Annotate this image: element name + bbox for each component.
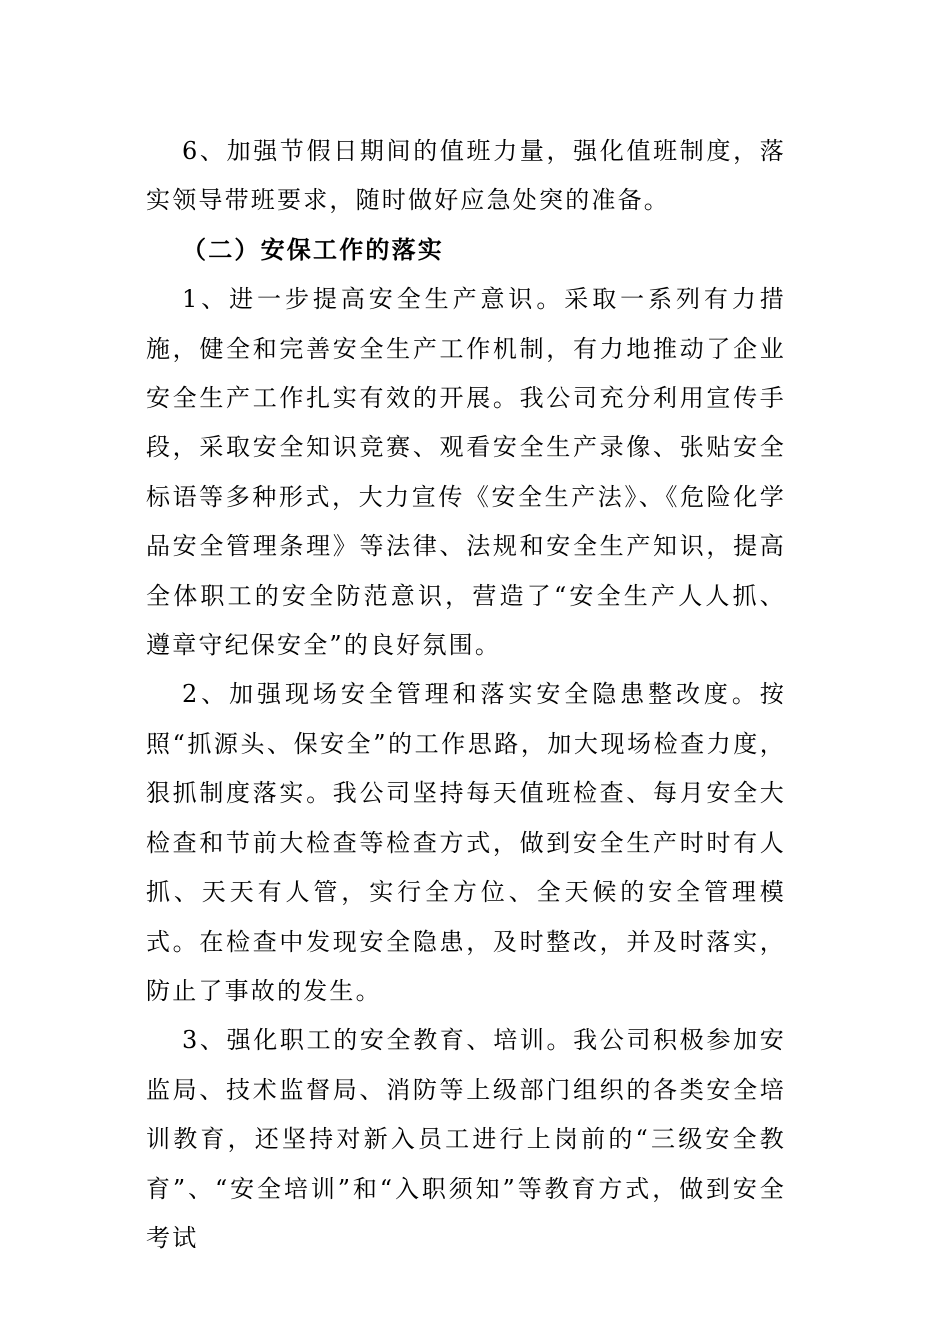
document-body [146,127,786,1263]
paragraph-item-3: 3、强化职工的安全教育、培训。我公司积极参加安监局、技术监督局、消防等上级部门组织的各类安全培训教育，还坚持对新入员工进行上岗前的“三级安全教育”、“安全培训”和“入职须知”等教育方式，做到安全考试 [146,1026,786,1252]
paragraph-item-2: 2、加强现场安全管理和落实安全隐患整改度。按照“抓源头、保安全”的工作思路，加大现场检查力度，狠抓制度落实。我公司坚持每天值班检查、每月安全大检查和节前大检查等检查方式，做到安全生产时时有人抓、天天有人管，实行全方位、全天候的安全管理模式。在检查中发现安全隐患，及时整改，并及时落实，防止了事故的发生。 [146,680,786,1005]
section-heading: （二）安保工作的落实 [182,235,444,264]
paragraph-item-1: 1、进一步提高安全生产意识。采取一系列有力措施，健全和完善安全生产工作机制，有力地推动了企业安全生产工作扎实有效的开展。我公司充分利用宣传手段，采取安全知识竞赛、观看安全生产录像、张贴安全标语等多种形式，大力宣传《安全生产法》、《危险化学品安全管理条理》等法律、法规和安全生产知识，提高全体职工的安全防范意识，营造了“安全生产人人抓、遵章守纪保安全”的良好氛围。 [146,285,786,660]
paragraph-item-6: 6、加强节假日期间的值班力量，强化值班制度，落实领导带班要求，随时做好应急处突的准备。 [146,137,786,215]
